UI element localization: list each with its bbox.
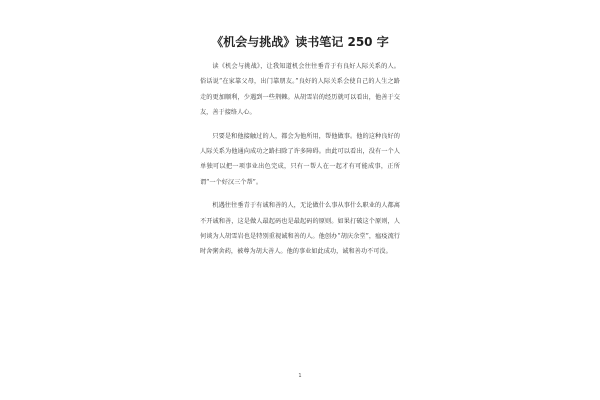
paragraph-2: 只要是和他接触过的人，都会为他所用，帮他做事。他的这种良好的人际关系为他通向成功之路扫除了许多障碍。由此可以看出，没有一个人单独可以把一项事业出色完成，只有一帮人在一起才有可能成事，正所谓“一个好汉三个帮”。	[200, 132, 400, 186]
page-title: 《机会与挑战》读书笔记 250 字	[211, 35, 389, 49]
paragraph-1: 读《机会与挑战》，让我知道机会往往垂青于有良好人际关系的人。俗话说“在家靠父母，出门靠朋友。”良好的人际关系会使自己的人生之路走的更加顺利，少遇到一些荆棘。从胡雪岩的经历就可以看出，他善于交友，善于接络人心。	[200, 63, 400, 116]
paragraph-3: 机遇往往垂青于有诚和善的人，无论做什么事从事什么职业的人都离不开诚和善，这是做人最起码也是最起码的原则。如果打破这个原则，人何谈为人胡雪岩也是特别重视诚和善的人。他创办“胡庆余堂”，瘟疫流行时舍粥舍药，被尊为胡大善人。他的事业如此成功，诚和善功不可没。	[200, 202, 400, 256]
document-body	[200, 59, 400, 268]
page-number: 1	[298, 373, 302, 379]
